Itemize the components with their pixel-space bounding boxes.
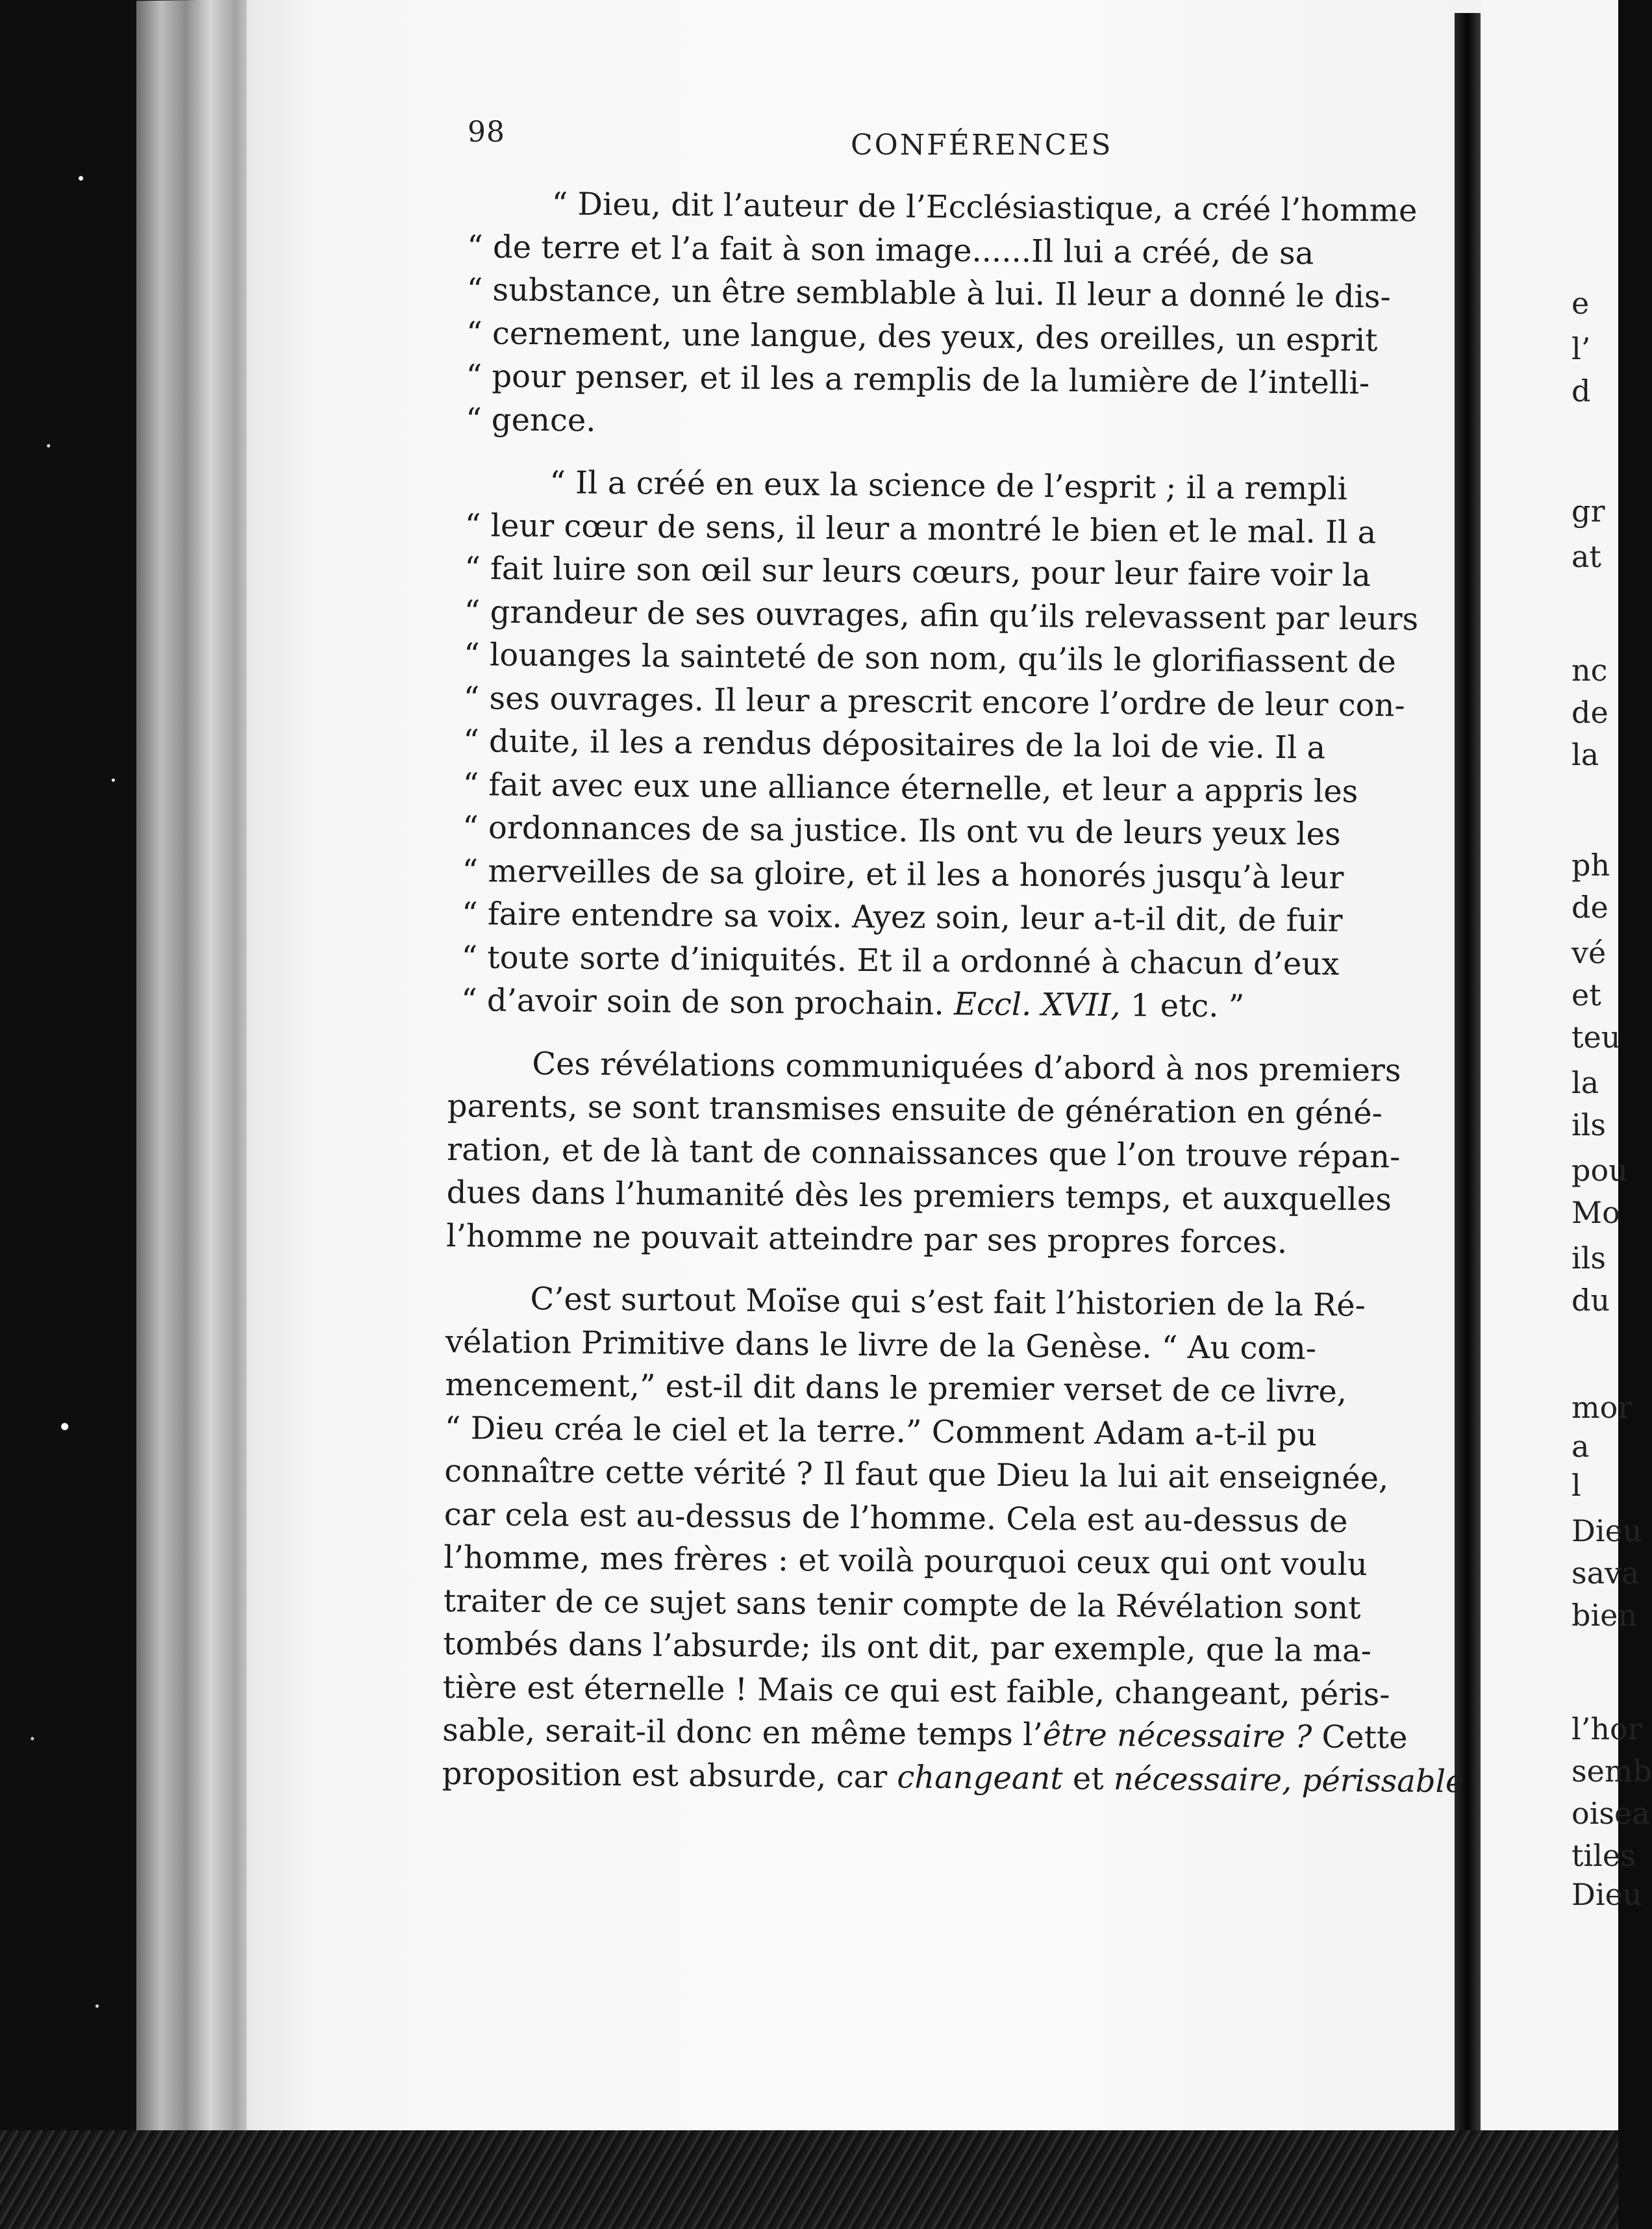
facing-fragment: mor <box>1571 1390 1633 1425</box>
text-line-mixed <box>442 1752 1464 1802</box>
text-run: proposition est absurde, car <box>442 1755 897 1795</box>
text-line: traiter de ce sujet sans tenir compte de la Révélation sont <box>443 1582 1361 1626</box>
facing-fragment: ph <box>1571 848 1610 883</box>
text-line: connaître cette vérité ? Il faut que Dieu la lui ait enseignée, <box>444 1452 1389 1497</box>
text-line: Ces révélations communiquées d’abord à nos premiers <box>532 1045 1401 1089</box>
running-title: CONFÉRENCES <box>851 129 1113 162</box>
text-line: “ ses ouvrages. Il leur a prescrit encore l’ordre de leur con- <box>463 679 1405 724</box>
facing-fragment: l’ <box>1571 331 1591 366</box>
text-run: Cette <box>1311 1719 1408 1756</box>
facing-fragment: d <box>1571 373 1591 409</box>
text-line: “ louanges la sainteté de son nom, qu’ils le glorifiassent de <box>464 636 1396 681</box>
text-line: mencement,” est-il dit dans le premier verset de ce livre, <box>445 1366 1347 1410</box>
text-line: l’homme ne pouvait atteindre par ses propres forces. <box>446 1217 1288 1261</box>
facing-fragment: oisea <box>1571 1796 1650 1831</box>
citation-reference: Eccl. XVII, <box>953 986 1121 1024</box>
text-run-italic: être nécessaire ? <box>1042 1717 1312 1756</box>
facing-fragment: l’hor <box>1571 1711 1642 1746</box>
text-line: “ Il a créé en eux la science de l’esprit ; il a rempli <box>549 464 1348 507</box>
text-line: “ cernement, une langue, des yeux, des oreilles, un esprit <box>466 314 1378 359</box>
text-line-citation <box>448 979 1435 1029</box>
text-line: l’homme, mes frères : et voilà pourquoi ceux qui ont voulu <box>444 1539 1368 1583</box>
text-line: parents, se sont transmises ensuite de génération en géné- <box>447 1087 1383 1132</box>
text-line: “ toute sorte d’iniquités. Et il a ordonné à chacun d’eux <box>461 938 1340 983</box>
text-run: et <box>1062 1759 1114 1797</box>
text-run-italic: changeant <box>897 1758 1063 1796</box>
facing-fragment: nc <box>1571 653 1608 688</box>
facing-fragment: Dieu <box>1571 1877 1642 1912</box>
facing-fragment: teu <box>1571 1020 1621 1055</box>
facing-fragment: Mo <box>1571 1195 1620 1230</box>
facing-fragment: e <box>1571 286 1590 321</box>
text-line: ration, et de là tant de connaissances que l’on trouve répan- <box>447 1131 1401 1175</box>
text-line: “ duite, il les a rendus dépositaires de la loi de vie. Il a <box>463 723 1326 766</box>
text-line: “ gence. <box>465 401 596 439</box>
facing-fragment: bien <box>1571 1598 1638 1633</box>
facing-fragment: ils <box>1571 1240 1607 1276</box>
facing-fragment: la <box>1571 737 1599 772</box>
text-line: “ leur cœur de sens, il leur a montré le bien et le mal. Il a <box>464 507 1377 551</box>
facing-fragment: du <box>1571 1283 1610 1318</box>
book-gutter <box>1455 13 1481 2143</box>
citation-end: 1 etc. ” <box>1120 987 1245 1025</box>
text-line: “ ordonnances de sa justice. Ils ont vu de leurs yeux les <box>462 809 1341 853</box>
text-line: “ Dieu créa le ciel et la terre.” Comment Adam a-t-il pu <box>444 1409 1318 1453</box>
facing-fragment: de <box>1571 695 1608 730</box>
facing-fragment: tiles <box>1571 1838 1636 1873</box>
citation-lead: “ d’avoir soin de son prochain. <box>460 982 955 1023</box>
text-line: C’est surtout Moïse qui s’est fait l’historien de la Ré- <box>530 1280 1366 1324</box>
facing-fragment: sava <box>1571 1555 1640 1591</box>
facing-fragment: l <box>1571 1468 1581 1503</box>
facing-fragment: semb <box>1571 1754 1652 1789</box>
page-edges <box>136 0 260 2144</box>
facing-fragment: at <box>1571 539 1601 574</box>
text-line: dues dans l’humanité dès les premiers temps, et auxquelles <box>446 1174 1392 1218</box>
text-line: tombés dans l’absurde; ils ont dit, par exemple, que la ma- <box>443 1625 1372 1670</box>
text-line: “ Dieu, dit l’auteur de l’Ecclésiastique, a créé l’homme <box>551 186 1418 229</box>
text-line: “ faire entendre sa voix. Ayez soin, leur a-t-il dit, de fuir <box>461 896 1343 939</box>
text-line: “ fait avec eux une alliance éternelle, et leur a appris les <box>462 766 1358 810</box>
text-line: vélation Primitive dans le livre de la Genèse. “ Au com- <box>445 1323 1317 1366</box>
facing-fragment: Dieu <box>1571 1513 1642 1548</box>
text-line: “ substance, un être semblable à lui. Il leur a donné le dis- <box>466 271 1391 316</box>
facing-fragment: de <box>1571 890 1608 925</box>
facing-fragment: et <box>1571 977 1601 1013</box>
text-line: “ fait luire son œil sur leurs cœurs, pour leur faire voir la <box>464 550 1371 594</box>
facing-fragment: pou <box>1571 1153 1628 1188</box>
bottom-edge <box>0 2130 1618 2229</box>
text-line: “ grandeur de ses ouvrages, afin qu’ils relevassent par leurs <box>464 593 1419 638</box>
facing-fragment: a <box>1571 1429 1590 1464</box>
text-line: car cela est au-dessus de l’homme. Cela est au-dessus de <box>444 1496 1348 1540</box>
text-line: “ de terre et l’a fait à son image......Il lui a créé, de sa <box>466 228 1314 271</box>
facing-fragment: gr <box>1571 494 1605 529</box>
text-line: “ pour penser, et il les a remplis de la lumière de l’intelli- <box>466 358 1370 402</box>
body-text <box>442 182 1464 1803</box>
text-line: tière est éternelle ! Mais ce qui est faible, changeant, péris- <box>442 1669 1390 1713</box>
facing-fragment: la <box>1571 1065 1599 1100</box>
facing-page-text <box>1571 0 1652 2143</box>
text-run-italic: nécessaire, périssable <box>1113 1760 1464 1800</box>
text-line: “ merveilles de sa gloire, et il les a honorés jusqu’à leur <box>462 852 1344 896</box>
facing-fragment: vé <box>1571 935 1607 970</box>
text-run: sable, serait-il donc en même temps l’ <box>442 1711 1043 1754</box>
text-line-mixed <box>442 1709 1429 1759</box>
page-number: 98 <box>468 116 505 149</box>
facing-fragment: ils <box>1571 1107 1607 1142</box>
